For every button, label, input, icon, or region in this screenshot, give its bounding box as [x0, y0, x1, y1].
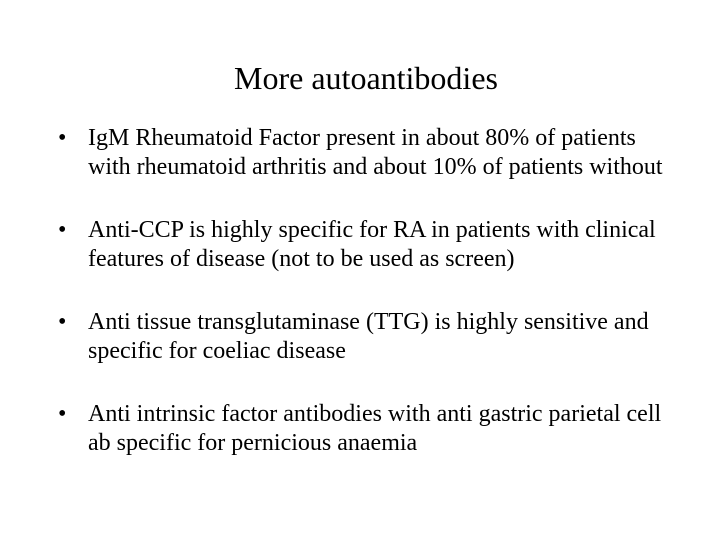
bullet-text: IgM Rheumatoid Factor present in about 80% of patients with rheumatoid arthritis and about 10% of patients without	[88, 125, 663, 180]
bullet-text: Anti intrinsic factor antibodies with anti gastric parietal cell ab specific for pernicious anaemia	[88, 401, 662, 456]
bullet-text: Anti-CCP is highly specific for RA in patients with clinical features of disease (not to be used as screen)	[88, 217, 656, 272]
bullet-marker: •	[58, 217, 67, 243]
slide-title: More autoantibodies	[234, 60, 498, 96]
bullet-item-anti-ttg	[54, 308, 674, 366]
bullet-item-anti-ccp	[54, 216, 674, 274]
bullet-marker: •	[58, 401, 67, 427]
bullet-text: Anti tissue transglutaminase (TTG) is highly sensitive and specific for coeliac disease	[88, 309, 649, 364]
bullet-item-intrinsic-factor	[54, 400, 674, 458]
bullet-marker: •	[58, 309, 67, 335]
bullet-list	[54, 124, 674, 458]
bullet-item-rheumatoid-factor	[54, 124, 674, 182]
bullet-marker: •	[58, 125, 67, 151]
